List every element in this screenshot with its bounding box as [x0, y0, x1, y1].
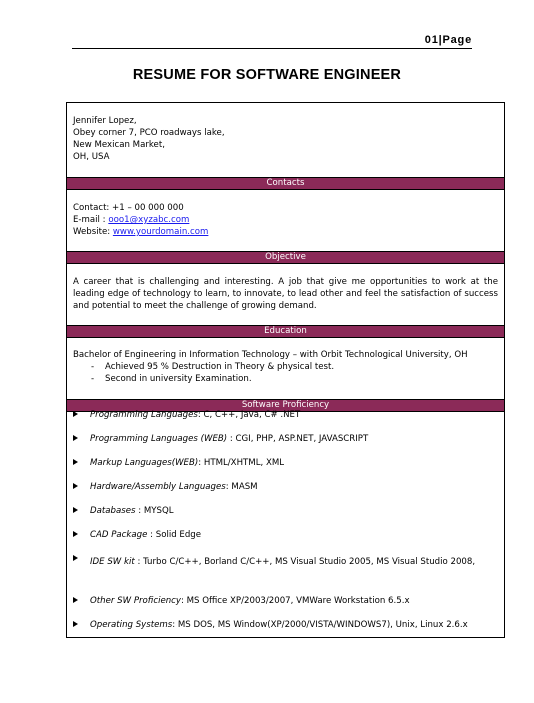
- list-item: Hardware/Assembly Languages: MASM: [73, 481, 496, 493]
- degree: Bachelor of Engineering in Information Technology – with Orbit Technological University, OH: [73, 350, 468, 360]
- bullet-arrow-icon: [73, 459, 78, 465]
- contact-website-row: [73, 226, 498, 238]
- website-label: Website:: [73, 227, 113, 237]
- education-points: [73, 361, 498, 385]
- bullet-arrow-icon: [73, 555, 78, 561]
- list-item: Operating Systems: MS DOS, MS Window(XP/2000/VISTA/WINDOWS7), Unix, Linux 2.6.x: [73, 619, 496, 631]
- bullet-arrow-icon: [73, 435, 78, 441]
- address-line: Obey corner 7, PCO roadways lake,: [73, 128, 225, 138]
- bullet-arrow-icon: [73, 411, 78, 417]
- bullet-arrow-icon: [73, 597, 78, 603]
- list-item: Programming Languages: C, C++, Java, C# .NET: [73, 409, 496, 421]
- contacts-block: [73, 202, 498, 238]
- address-line: New Mexican Market,: [73, 140, 165, 150]
- bullet-arrow-icon: [73, 507, 78, 513]
- contact-phone: Contact: +1 – 00 000 000: [73, 203, 184, 213]
- contacts-heading: Contacts: [67, 177, 504, 190]
- bullet-arrow-icon: [73, 621, 78, 627]
- header-rule: [72, 48, 472, 49]
- email-label: E-mail :: [73, 215, 109, 225]
- resume-frame: [66, 102, 505, 638]
- resume-title: RESUME FOR SOFTWARE ENGINEER: [132, 67, 402, 83]
- list-item: - Second in university Examination.: [91, 374, 252, 384]
- list-item: IDE SW kit : Turbo C/C++, Borland C/C++, MS Visual Studio 2005, MS Visual Studio 2008,: [73, 553, 496, 571]
- objective-text: A career that is challenging and interesting. A job that give me opportunities to work at the leading edge of technology to learn, to innovate, to lead other and feel the satisfaction of success and potential to meet the challenge of growing demand.: [73, 277, 498, 311]
- address-block: [73, 115, 498, 163]
- website-link[interactable]: www.yourdomain.com: [112, 227, 209, 237]
- email-link[interactable]: ooo1@xyzabc.com: [108, 215, 190, 225]
- education-heading: Education: [67, 325, 504, 338]
- candidate-name: Jennifer Lopez,: [73, 116, 137, 126]
- objective-heading: Objective: [67, 251, 504, 264]
- contact-email-row: [73, 214, 498, 226]
- list-item: Other SW Proficiency: MS Office XP/2003/2007, VMWare Workstation 6.5.x: [73, 595, 496, 607]
- list-item: Databases : MYSQL: [73, 505, 496, 517]
- list-item: Programming Languages (WEB) : CGI, PHP, ASP.NET, JAVASCRIPT: [73, 433, 496, 445]
- address-line: OH, USA: [73, 152, 110, 162]
- list-item: - Achieved 95 % Destruction in Theory & physical test.: [91, 362, 335, 372]
- bullet-arrow-icon: [73, 531, 78, 537]
- bullet-arrow-icon: [73, 483, 78, 489]
- software-proficiency-heading: Software Proficiency: [67, 399, 504, 412]
- page-number: 01|Page: [424, 34, 472, 46]
- list-item: CAD Package : Solid Edge: [73, 529, 496, 541]
- list-item: Markup Languages(WEB): HTML/XHTML, XML: [73, 457, 496, 469]
- education-block: [73, 349, 498, 385]
